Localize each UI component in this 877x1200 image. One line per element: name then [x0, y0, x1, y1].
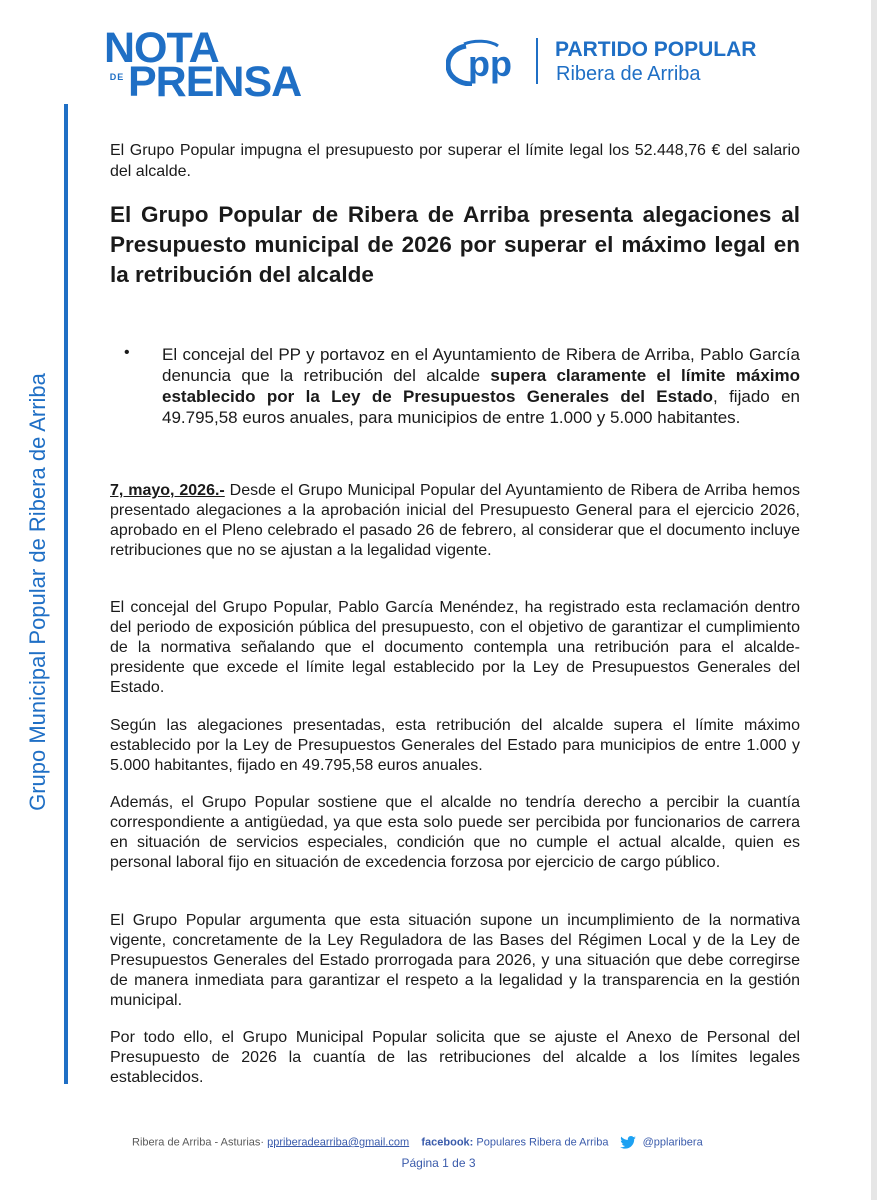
footer-email-link[interactable]: ppriberadearriba@gmail.com [267, 1136, 410, 1149]
bullet-text [162, 344, 800, 428]
footer-location: Ribera de Arriba - Asturias· [132, 1136, 265, 1149]
pp-logo-letters: pp [468, 43, 512, 84]
body-paragraph-6: Por todo ello, el Grupo Municipal Popular solicita que se ajuste el Anexo de Personal del Presupuesto de 2026 la cuantía de las retribuciones del alcalde a los límites legales establecidos. [110, 1029, 800, 1086]
side-vertical-label: Grupo Municipal Popular de Ribera de Arriba [25, 373, 50, 811]
bullet-text-part2: , fijado en 49.795,58 euros anuales, para municipios de entre 1.000 y 5.000 habitantes. [162, 387, 800, 427]
intro-text: El Grupo Popular impugna el presupuesto por superar el límite legal los 52.448,76 € del salario del alcalde. [110, 142, 800, 180]
footer-facebook-label: facebook: [421, 1136, 474, 1149]
twitter-icon [620, 1136, 636, 1149]
pp-logo-icon [446, 38, 528, 86]
body-paragraph-4: Además, el Grupo Popular sostiene que el alcalde no tendría derecho a percibir la cuantía correspondiente a antigüedad, ya que esta solo puede ser percibida por funcionarios de carrera en situación de servicios especiales, condición que no cumple el actual alcalde, quien es personal laboral fijo en situación de excedencia forzosa por ejercicio de cargo público. [110, 794, 800, 871]
body-paragraph-3: Según las alegaciones presentadas, esta retribución del alcalde supera el límite máximo establecido por la Ley de Presupuestos Generales del Estado para municipios de entre 1.000 y 5.000 habitantes, fijado en 49.795,58 euros anuales. [110, 717, 800, 774]
footer-twitter-link[interactable]: @pplaribera [642, 1136, 703, 1149]
party-sub: Ribera de Arriba [556, 63, 701, 85]
bullet-text-part1: El concejal del PP y portavoz en el Ayuntamiento de Ribera de Arriba, Pablo García denuncia que la retribución del alcalde [162, 345, 800, 385]
body-paragraph-5: El Grupo Popular argumenta que esta situación supone un incumplimiento de la normativa vigente, concretamente de la Ley Reguladora de las Bases del Régimen Local y de la Ley de Presupuestos Generales del Estado prorrogada para 2026, y una situación que debe corregirse de manera inmediata para garantizar el respeto a la legalidad y la transparencia en la gestión municipal. [110, 912, 800, 1009]
logo-nota-word: NOTA [104, 24, 219, 72]
party-name: PARTIDO POPULAR [555, 38, 757, 61]
body-paragraph-1-text: Desde el Grupo Municipal Popular del Ayuntamiento de Ribera de Arriba hemos presentado alegaciones a la aprobación inicial del Presupuesto General para el ejercicio 2026, aprobado en el Pleno celebrado el pasado 26 de febrero, al considerar que el documento incluye retribuciones que no se ajustan a la legalidad vigente. [110, 482, 800, 559]
body-paragraph-1 [110, 481, 800, 561]
page-number: Página 1 de 3 [401, 1156, 476, 1170]
body-paragraph-2: El concejal del Grupo Popular, Pablo García Menéndez, ha registrado esta reclamación dentro del periodo de exposición pública del presupuesto, con el objetivo de garantizar el cumplimiento de la normativa señalando que el documento contempla una retribución para el alcalde-presidente que excede el límite legal establecido por la Ley de Presupuestos Generales del Estado. [110, 599, 800, 696]
footer-contact [132, 1136, 703, 1149]
logo-prensa-word: PRENSA [128, 58, 302, 106]
logo-de-word: DE [109, 72, 125, 82]
dateline: 7, mayo, 2026.- [110, 482, 225, 499]
footer-facebook-link[interactable]: Populares Ribera de Arriba [476, 1136, 609, 1149]
bullet-text-bold: supera claramente el límite máximo establecido por la Ley de Presupuestos Generales del Estado [162, 366, 800, 406]
logo-divider [536, 38, 538, 84]
page-edge [871, 0, 877, 1200]
bullet-marker: • [124, 344, 130, 361]
side-vertical-line [64, 104, 68, 1084]
headline: El Grupo Popular de Ribera de Arriba presenta alegaciones al Presupuesto municipal de 2026 por superar el máximo legal en la retribución del alcalde [110, 202, 800, 287]
